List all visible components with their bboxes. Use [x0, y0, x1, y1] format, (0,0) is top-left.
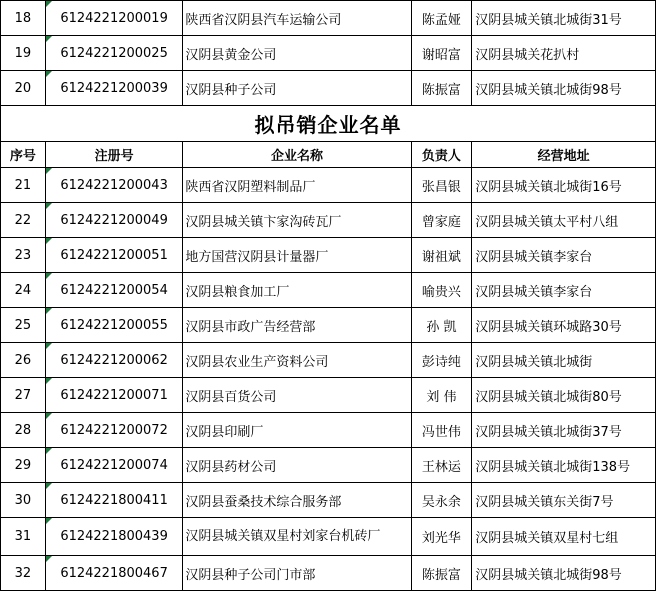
person-cell[interactable]: 彭诗纯: [411, 343, 472, 378]
seq-cell[interactable]: 21: [1, 168, 46, 203]
company-name-cell[interactable]: 汉阴县百货公司: [183, 378, 411, 413]
seq-cell[interactable]: 30: [1, 483, 46, 518]
reg-no-cell[interactable]: 6124221200074: [45, 448, 183, 483]
table-row[interactable]: [1, 483, 656, 518]
seq-cell[interactable]: 18: [1, 1, 46, 36]
reg-no-cell[interactable]: 6124221200071: [45, 378, 183, 413]
address-cell[interactable]: 汉阴县城关镇双星村七组: [472, 518, 656, 556]
table-row[interactable]: [1, 556, 656, 591]
reg-no-cell[interactable]: 6124221800439: [45, 518, 183, 556]
seq-cell[interactable]: 24: [1, 273, 46, 308]
table-row[interactable]: [1, 378, 656, 413]
person-cell[interactable]: 陈振富: [411, 556, 472, 591]
address-cell[interactable]: 汉阴县城关镇李家台: [472, 273, 656, 308]
reg-no-cell[interactable]: 6124221200043: [45, 168, 183, 203]
table-row[interactable]: [1, 413, 656, 448]
company-name-cell[interactable]: 汉阴县药材公司: [183, 448, 411, 483]
address-cell[interactable]: 汉阴县城关花扒村: [472, 36, 656, 71]
seq-cell[interactable]: 23: [1, 238, 46, 273]
company-name-cell[interactable]: 汉阴县黄金公司: [183, 36, 411, 71]
seq-cell[interactable]: 22: [1, 203, 46, 238]
table-row[interactable]: [1, 1, 656, 36]
reg-no-cell[interactable]: 6124221200025: [45, 36, 183, 71]
company-name-cell[interactable]: 汉阴县印刷厂: [183, 413, 411, 448]
address-cell[interactable]: 汉阴县城关镇北城街138号: [472, 448, 656, 483]
reg-no-cell[interactable]: 6124221800467: [45, 556, 183, 591]
header-person[interactable]: 负责人: [411, 142, 472, 168]
company-name-cell[interactable]: 陕西省汉阴塑料制品厂: [183, 168, 411, 203]
header-address[interactable]: 经营地址: [472, 142, 656, 168]
company-name-cell[interactable]: 汉阴县农业生产资料公司: [183, 343, 411, 378]
address-cell[interactable]: 汉阴县城关镇北城街80号: [472, 378, 656, 413]
person-cell[interactable]: 谢昭富: [411, 36, 472, 71]
company-name-cell[interactable]: 汉阴县蚕桑技术综合服务部: [183, 483, 411, 518]
address-cell[interactable]: 汉阴县城关镇东关街7号: [472, 483, 656, 518]
address-cell[interactable]: 汉阴县城关镇北城街37号: [472, 413, 656, 448]
seq-cell[interactable]: 31: [1, 518, 46, 556]
person-cell[interactable]: 喻贵兴: [411, 273, 472, 308]
company-name-cell[interactable]: 汉阴县市政广告经营部: [183, 308, 411, 343]
table-row[interactable]: [1, 168, 656, 203]
reg-no-cell[interactable]: 6124221200049: [45, 203, 183, 238]
address-cell[interactable]: 汉阴县城关镇北城街: [472, 343, 656, 378]
person-cell[interactable]: 吴永余: [411, 483, 472, 518]
person-cell[interactable]: 陈振富: [411, 71, 472, 106]
person-cell[interactable]: 曾家庭: [411, 203, 472, 238]
title-row: [1, 106, 656, 142]
company-name-cell[interactable]: 汉阴县城关镇双星村刘家台机砖厂: [183, 518, 411, 556]
table-row[interactable]: [1, 238, 656, 273]
table-row[interactable]: [1, 203, 656, 238]
company-name-cell[interactable]: 汉阴县种子公司: [183, 71, 411, 106]
reg-no-cell[interactable]: 6124221200051: [45, 238, 183, 273]
seq-cell[interactable]: 25: [1, 308, 46, 343]
address-cell[interactable]: 汉阴县城关镇北城街16号: [472, 168, 656, 203]
person-cell[interactable]: 孙 凯: [411, 308, 472, 343]
address-cell[interactable]: 汉阴县城关镇北城街98号: [472, 71, 656, 106]
address-cell[interactable]: 汉阴县城关镇北城街31号: [472, 1, 656, 36]
reg-no-cell[interactable]: 6124221200019: [45, 1, 183, 36]
table-row[interactable]: [1, 308, 656, 343]
person-cell[interactable]: 谢祖斌: [411, 238, 472, 273]
person-cell[interactable]: 刘光华: [411, 518, 472, 556]
address-cell[interactable]: 汉阴县城关镇环城路30号: [472, 308, 656, 343]
seq-cell[interactable]: 19: [1, 36, 46, 71]
reg-no-cell[interactable]: 6124221200054: [45, 273, 183, 308]
table-row[interactable]: [1, 36, 656, 71]
company-name-cell[interactable]: 陕西省汉阴县汽车运输公司: [183, 1, 411, 36]
seq-cell[interactable]: 20: [1, 71, 46, 106]
person-cell[interactable]: 张昌银: [411, 168, 472, 203]
header-company-name[interactable]: 企业名称: [183, 142, 411, 168]
person-cell[interactable]: 陈孟娅: [411, 1, 472, 36]
page-title[interactable]: 拟吊销企业名单: [1, 106, 656, 142]
seq-cell[interactable]: 29: [1, 448, 46, 483]
reg-no-cell[interactable]: 6124221200072: [45, 413, 183, 448]
header-seq[interactable]: 序号: [1, 142, 46, 168]
table-row[interactable]: [1, 518, 656, 556]
company-name-cell[interactable]: 汉阴县城关镇卞家沟砖瓦厂: [183, 203, 411, 238]
seq-cell[interactable]: 28: [1, 413, 46, 448]
company-name-cell[interactable]: 汉阴县粮食加工厂: [183, 273, 411, 308]
table-row[interactable]: [1, 273, 656, 308]
person-cell[interactable]: 刘 伟: [411, 378, 472, 413]
address-cell[interactable]: 汉阴县城关镇李家台: [472, 238, 656, 273]
reg-no-cell[interactable]: 6124221200062: [45, 343, 183, 378]
reg-no-cell[interactable]: 6124221200039: [45, 71, 183, 106]
table-row[interactable]: [1, 343, 656, 378]
company-name-cell[interactable]: 汉阴县种子公司门市部: [183, 556, 411, 591]
address-cell[interactable]: 汉阴县城关镇北城街98号: [472, 556, 656, 591]
company-name-cell[interactable]: 地方国营汉阴县计量器厂: [183, 238, 411, 273]
address-cell[interactable]: 汉阴县城关镇太平村八组: [472, 203, 656, 238]
seq-cell[interactable]: 27: [1, 378, 46, 413]
person-cell[interactable]: 冯世伟: [411, 413, 472, 448]
seq-cell[interactable]: 26: [1, 343, 46, 378]
reg-no-cell[interactable]: 6124221200055: [45, 308, 183, 343]
table-row[interactable]: [1, 448, 656, 483]
header-reg-no[interactable]: 注册号: [45, 142, 183, 168]
header-row: [1, 142, 656, 168]
table-row[interactable]: [1, 71, 656, 106]
seq-cell[interactable]: 32: [1, 556, 46, 591]
reg-no-cell[interactable]: 6124221800411: [45, 483, 183, 518]
person-cell[interactable]: 王林运: [411, 448, 472, 483]
